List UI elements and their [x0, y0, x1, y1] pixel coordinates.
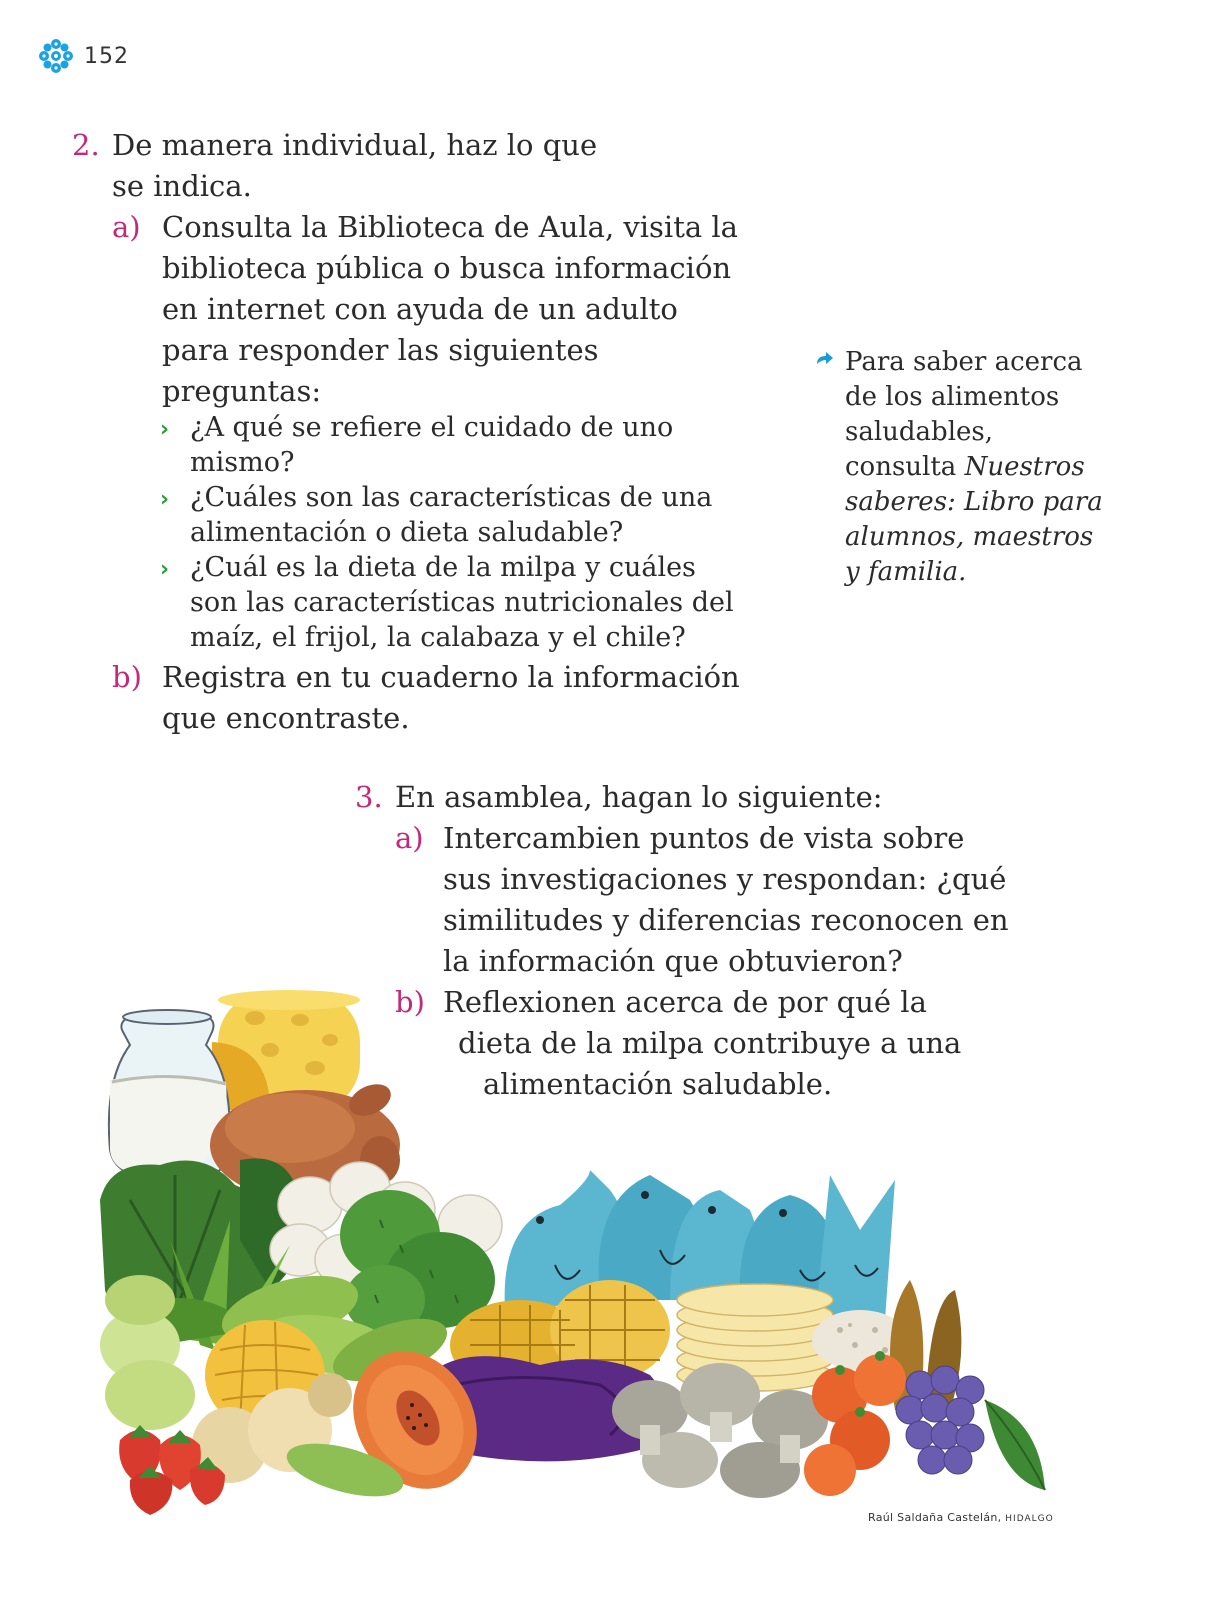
item-b-line: dieta de la milpa contribuye a una — [458, 1026, 962, 1060]
illustration-credit — [868, 1511, 1054, 1524]
book-title: Nuestros — [964, 452, 1085, 482]
question-line: ¿Cuál es la dieta de la milpa y cuáles — [190, 552, 696, 583]
credit-state: HIDALGO — [1005, 1514, 1054, 1524]
activity-intro-line: se indica. — [112, 169, 252, 203]
item-a-line: similitudes y diferencias reconocen en — [443, 903, 1009, 937]
question-line: son las características nutricionales del — [190, 587, 734, 618]
item-b-line: Registra en tu cuaderno la información — [162, 660, 740, 694]
book-title: y familia. — [845, 557, 967, 587]
side-note-consult: consulta — [845, 452, 965, 482]
item-a-line: preguntas: — [162, 374, 322, 408]
item-a-line: Intercambien puntos de vista sobre — [443, 821, 965, 855]
side-note-line: Para saber acerca — [845, 347, 1083, 377]
side-note-line: saludables, — [845, 417, 994, 447]
page-number: 152 — [84, 43, 129, 69]
side-note-line: de los alimentos — [845, 382, 1060, 412]
item-b-line: que encontraste. — [162, 701, 410, 735]
item-a-line: Consulta la Biblioteca de Aula, visita la — [162, 210, 738, 244]
grapes — [896, 1366, 984, 1474]
item-letter: b) — [395, 985, 425, 1019]
activity-3 — [355, 777, 1055, 1107]
activity-number: 3. — [355, 780, 383, 814]
item-a-line: en internet con ayuda de un adulto — [162, 292, 678, 326]
chevron-bullet-icon: › — [160, 487, 170, 512]
activity-number: 2. — [72, 128, 100, 162]
question-line: maíz, el frijol, la calabaza y el chile? — [190, 622, 686, 653]
question-line: mismo? — [190, 447, 295, 478]
item-b-line: Reflexionen acerca de por qué la — [443, 985, 927, 1019]
item-letter: b) — [112, 660, 142, 694]
item-b-line: alimentación saludable. — [483, 1067, 833, 1101]
item-a-line: biblioteca pública o busca información — [162, 251, 732, 285]
credit-author: Raúl Saldaña Castelán, — [868, 1511, 1006, 1524]
chevron-bullet-icon: › — [160, 557, 170, 582]
activity-intro: En asamblea, hagan lo siguiente: — [395, 780, 883, 814]
chevron-bullet-icon: › — [160, 417, 170, 442]
item-letter: a) — [395, 821, 424, 855]
question-line: ¿A qué se refiere el cuidado de uno — [190, 412, 674, 443]
herb-leaf — [985, 1400, 1045, 1490]
item-a-line: la información que obtuvieron? — [443, 944, 903, 978]
item-a-line: sus investigaciones y respondan: ¿qué — [443, 862, 1007, 896]
milk-jug — [109, 1010, 230, 1182]
book-title: saberes: Libro para — [845, 487, 1103, 517]
activity-intro-line: De manera individual, haz lo que — [112, 128, 598, 162]
item-letter: a) — [112, 210, 141, 244]
book-title: alumnos, maestros — [845, 522, 1094, 552]
question-line: alimentación o dieta saludable? — [190, 517, 624, 548]
question-line: ¿Cuáles son las características de una — [190, 482, 713, 513]
item-a-line: para responder las siguientes — [162, 333, 599, 367]
